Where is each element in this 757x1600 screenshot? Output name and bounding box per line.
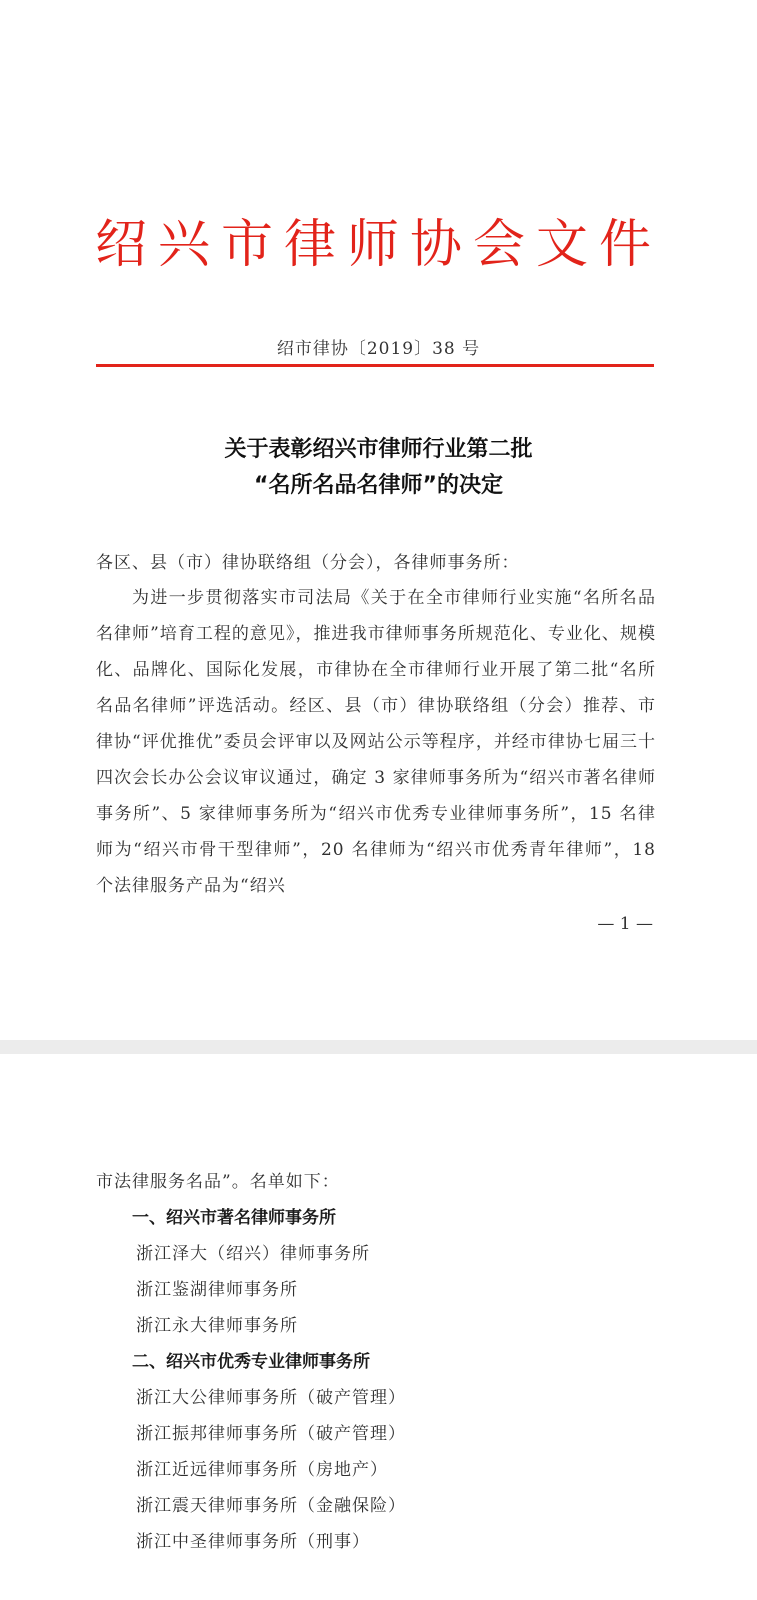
firm-list [132, 1200, 656, 1560]
document-number: 绍市律协〔2019〕38 号 [276, 339, 481, 359]
salutation: 各区、县（市）律协联络组（分会），各律师事务所： [96, 553, 520, 573]
document-title [0, 432, 757, 504]
continuation-text: 市法律服务名品”。名单如下： [96, 1172, 340, 1192]
list-item: 浙江震天律师事务所（金融保险） [136, 1496, 406, 1516]
list-item: 浙江振邦律师事务所（破产管理） [136, 1424, 406, 1444]
list-item: 浙江永大律师事务所 [136, 1316, 298, 1336]
document-page-2 [0, 1054, 757, 1600]
body-paragraph: 为进一步贯彻落实市司法局《关于在全市律师行业实施“名所名品名律师”培育工程的意见》，推进我市律师事务所规范化、专业化、规模化、品牌化、国际化发展，市律协在全市律师行业开展了第二批“名所名品名律师”评选活动。经区、县（市）律协联络组（分会）推荐、市律协“评优推优”委员会评审以及网站公示等程序，并经市律协七届三十四次会长办公会议审议通过，确定 3 家律师事务所为“绍兴市著名律师事务所”、5 家律师事务所为“绍兴市优秀专业律师事务所”，15 名律师为“绍兴市骨干型律师”，20 名律师为“绍兴市优秀青年律师”，18 个法律服务产品为“绍兴 [96, 588, 656, 896]
page-number: — 1 — [597, 914, 653, 934]
section-heading: 一、绍兴市著名律师事务所 [132, 1208, 336, 1228]
document-title-line-1: 关于表彰绍兴市律师行业第二批 [224, 437, 533, 462]
list-item: 浙江鉴湖律师事务所 [136, 1280, 298, 1300]
list-item: 浙江中圣律师事务所（刑事） [136, 1532, 370, 1552]
list-item: 浙江近远律师事务所（房地产） [136, 1460, 388, 1480]
document-header-title: 绍兴市律师协会文件 [94, 215, 662, 275]
red-divider-line [96, 364, 654, 367]
document-title-line-2: “名所名品名律师”的决定 [254, 473, 503, 498]
page-separator [0, 1040, 757, 1054]
list-item: 浙江泽大（绍兴）律师事务所 [136, 1244, 370, 1264]
list-item: 浙江大公律师事务所（破产管理） [136, 1388, 406, 1408]
section-heading: 二、绍兴市优秀专业律师事务所 [132, 1352, 370, 1372]
